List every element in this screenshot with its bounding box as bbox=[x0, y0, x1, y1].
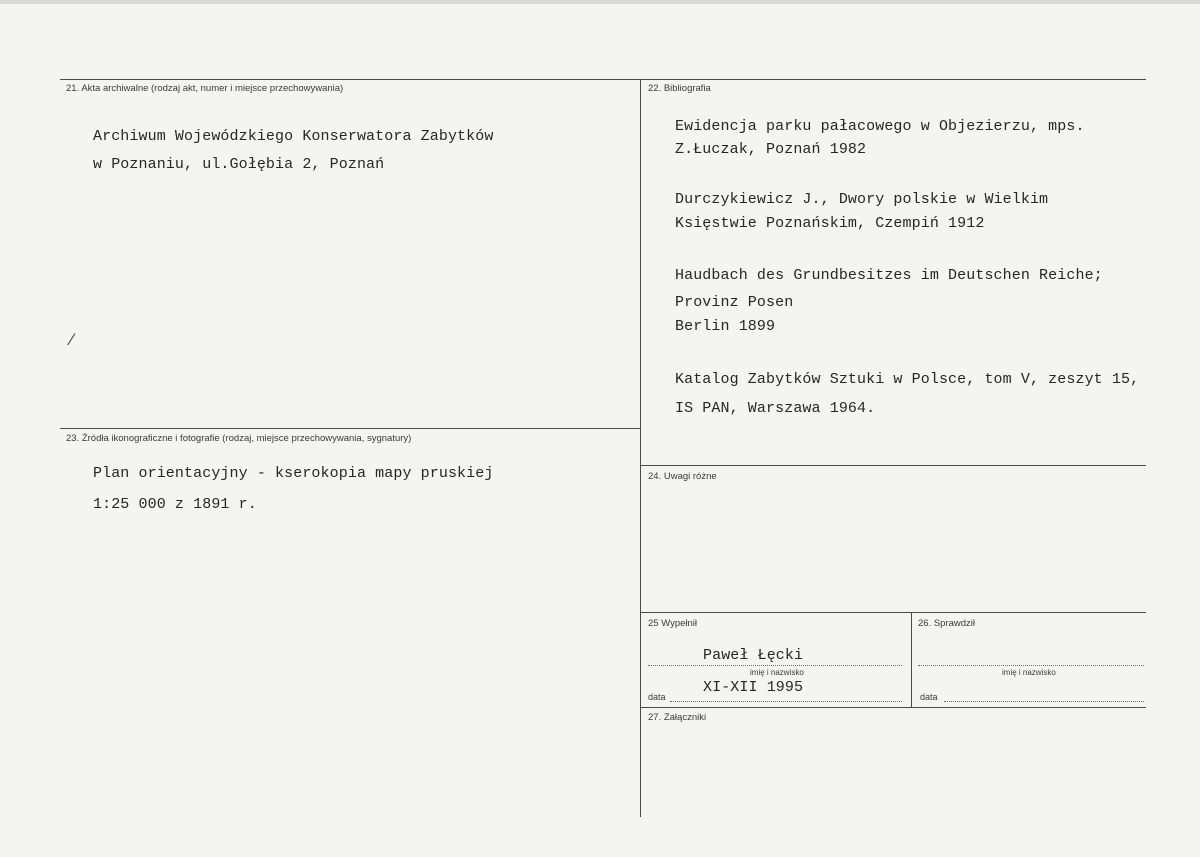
checked-by-name-caption: imię i nazwisko bbox=[1002, 668, 1056, 677]
scan-edge bbox=[0, 0, 1200, 4]
bibliography-line-6: Provinz Posen bbox=[675, 294, 794, 311]
bibliography-line-5: Haudbach des Grundbesitzes im Deutschen Reiche; bbox=[675, 267, 1103, 284]
bibliography-line-9: IS PAN, Warszawa 1964. bbox=[675, 400, 876, 417]
section-24-label: 24. Uwagi różne bbox=[648, 471, 717, 482]
filled-by-date-label: data bbox=[648, 692, 666, 702]
filled-by-date-line bbox=[670, 701, 902, 702]
filled-by-name: Paweł Łęcki bbox=[703, 647, 804, 664]
bibliography-line-4: Księstwie Poznańskim, Czempiń 1912 bbox=[675, 215, 985, 232]
section-23-label: 23. Źródła ikonograficzne i fotografie (rodzaj, miejsce przechowywania, sygnatury) bbox=[66, 433, 412, 444]
section-23-rule bbox=[60, 428, 640, 429]
bibliography-line-7: Berlin 1899 bbox=[675, 318, 776, 335]
archival-line-2: w Poznaniu, ul.Gołębia 2, Poznań bbox=[93, 156, 385, 173]
section-27-label: 27. Załączniki bbox=[648, 712, 707, 723]
section-22-label: 22. Bibliografia bbox=[648, 83, 711, 94]
section-26-label: 26. Sprawdził bbox=[918, 618, 976, 629]
bibliography-line-2: Z.Łuczak, Poznań 1982 bbox=[675, 141, 867, 158]
pen-mark: ⁄ bbox=[70, 330, 73, 349]
filled-by-name-caption: imię i nazwisko bbox=[750, 668, 804, 677]
bibliography-line-3: Durczykiewicz J., Dwory polskie w Wielkim bbox=[675, 191, 1049, 208]
checked-by-date-line bbox=[944, 701, 1144, 702]
checked-by-date-label: data bbox=[920, 692, 938, 702]
archival-line-1: Archiwum Wojewódzkiego Konserwatora Zabytków bbox=[93, 128, 494, 145]
section-25-rule bbox=[640, 612, 1146, 613]
section-25-label: 25 Wypełnił bbox=[648, 618, 698, 629]
section-27-rule bbox=[640, 707, 1146, 708]
section-24-rule bbox=[640, 465, 1146, 466]
bibliography-line-8: Katalog Zabytków Sztuki w Polsce, tom V, zeszyt 15, bbox=[675, 371, 1140, 388]
section-26-divider bbox=[911, 612, 912, 707]
filled-by-date: XI-XII 1995 bbox=[703, 679, 804, 696]
filled-by-name-line bbox=[648, 665, 902, 666]
iconographic-line-1: Plan orientacyjny - kserokopia mapy pruskiej bbox=[93, 465, 494, 482]
checked-by-name-line bbox=[918, 665, 1144, 666]
section-21-label: 21. Akta archiwalne (rodzaj akt, numer i miejsce przechowywania) bbox=[66, 83, 344, 94]
top-rule bbox=[60, 79, 1146, 80]
iconographic-line-2: 1:25 000 z 1891 r. bbox=[93, 496, 257, 513]
bibliography-line-1: Ewidencja parku pałacowego w Objezierzu, mps. bbox=[675, 118, 1085, 135]
